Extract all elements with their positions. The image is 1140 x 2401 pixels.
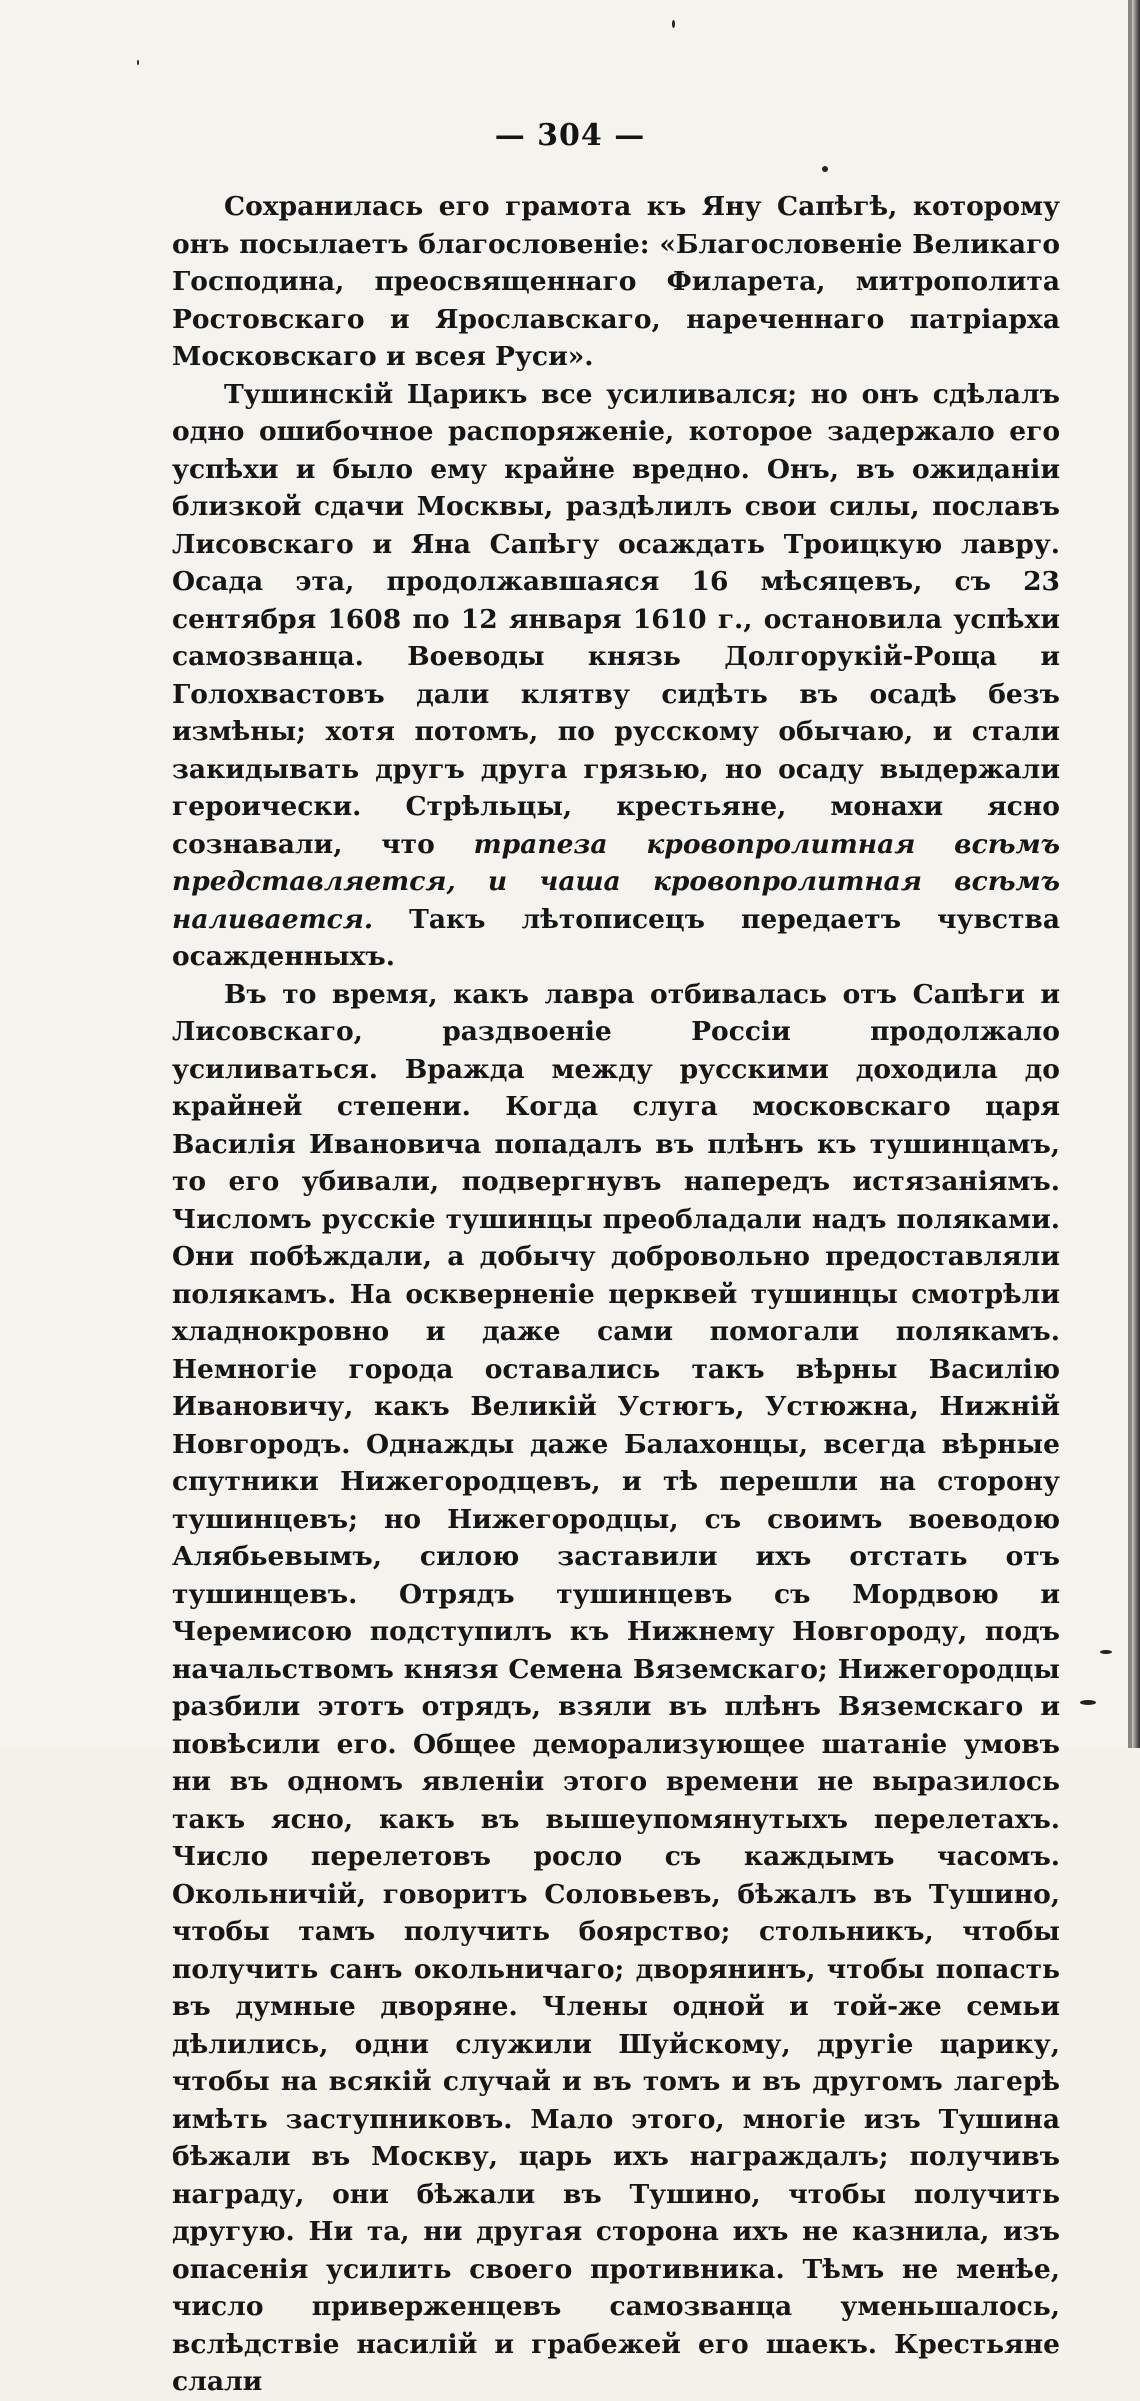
- scan-speck: [1080, 1700, 1096, 1705]
- body-text: [172, 188, 1060, 2401]
- page-edge: [1132, 0, 1140, 1748]
- scan-speck: [672, 20, 675, 28]
- paragraph-2-end: Такъ лѣтописецъ передаетъ чувства осажденныхъ.: [172, 903, 1060, 972]
- page-number: — 304 —: [494, 118, 646, 153]
- paragraph-2: [172, 376, 1060, 976]
- paragraph-2-text: Тушинскій Царикъ все усиливался; но онъ сдѣлалъ одно ошибочное распоряженіе, которое задержало его успѣхи и было ему крайне вредно. Онъ, въ ожиданіи близкой сдачи Москвы, раздѣлилъ свои силы, пославъ Лисовскаго и Яна Сапѣгу осаждать Троицкую лавру. Осада эта, продолжавшаяся 16 мѣсяцевъ, съ 23 сентября 1608 по 12 января 1610 г., остановила успѣхи самозванца. Воеводы князь Долгорукій-Роща и Голохвастовъ дали клятву сидѣть въ осадѣ безъ измѣны; хотя потомъ, по русскому обычаю, и стали закидывать другъ друга грязью, но осаду выдержали героически. Стрѣльцы, крестьяне, монахи ясно сознавали, что: [172, 378, 1060, 860]
- paragraph-3: Въ то время, какъ лавра отбивалась отъ Сапѣги и Лисовскаго, раздвоеніе Россіи продолжало усиливаться. Вражда между русскими доходила до крайней степени. Когда слуга московскаго царя Василія Ивановича попадалъ въ плѣнъ къ тушинцамъ, то его убивали, подвергнувъ напередъ истязаніямъ. Числомъ русскіе тушинцы преобладали надъ поляками. Они побѣждали, а добычу добровольно предоставляли полякамъ. На оскверненіе церквей тушинцы смотрѣли хладнокровно и даже сами помогали полякамъ. Немногіе города оставались такъ вѣрны Василію Ивановичу, какъ Великій Устюгъ, Устюжна, Нижній Новгородъ. Однажды даже Балахонцы, всегда вѣрные спутники Нижегородцевъ, и тѣ перешли на сторону тушинцевъ; но Нижегородцы, съ своимъ воеводою Алябьевымъ, силою заставили ихъ отстать отъ тушинцевъ. Отрядъ тушинцевъ съ Мордвою и Черемисою подступилъ къ Нижнему Новгороду, подъ начальствомъ князя Семена Вяземскаго; Нижегородцы разбили этотъ отрядъ, взяли въ плѣнъ Вяземскаго и повѣсили его. Общее деморализующее шатаніе умовъ ни въ одномъ явленіи этого времени не выразилось такъ ясно, какъ въ вышеупомянутыхъ перелетахъ. Число перелетовъ росло съ каждымъ часомъ. Окольничій, говоритъ Соловьевъ, бѣжалъ въ Тушино, чтобы тамъ получить боярство; стольникъ, чтобы получить санъ окольничаго; дворянинъ, чтобы попасть въ думные дворяне. Члены одной и той-же семьи дѣлились, одни служили Шуйскому, другіе царику, чтобы на всякій случай и въ томъ и въ другомъ лагерѣ имѣть заступниковъ. Мало этого, многіе изъ Тушина бѣжали въ Москву, царь ихъ награждалъ; получивъ награду, они бѣжали въ Тушино, чтобы получить другую. Ни та, ни другая сторона ихъ не казнила, изъ опасенія усилить своего противника. Тѣмъ не менѣе, число приверженцевъ самозванца уменьшалось, вслѣдствіе насилій и грабежей его шаекъ. Крестьяне слали: [172, 978, 1060, 2397]
- scan-speck: [137, 60, 139, 65]
- scan-speck: [1100, 1650, 1112, 1654]
- paragraph-1: Сохранилась его грамота къ Яну Сапѣгѣ, которому онъ посылаетъ благословеніе: «Благословеніе Великаго Господина, преосвященнаго Филарета, митрополита Ростовскаго и Ярославскаго, нареченнаго патріарха Московскаго и всея Руси».: [172, 191, 1060, 372]
- scan-speck: [822, 166, 828, 172]
- italic-quote: трапеза кровопролитная всѣмъ представляется, и чаша кровопролитная всѣмъ наливается.: [172, 828, 1060, 935]
